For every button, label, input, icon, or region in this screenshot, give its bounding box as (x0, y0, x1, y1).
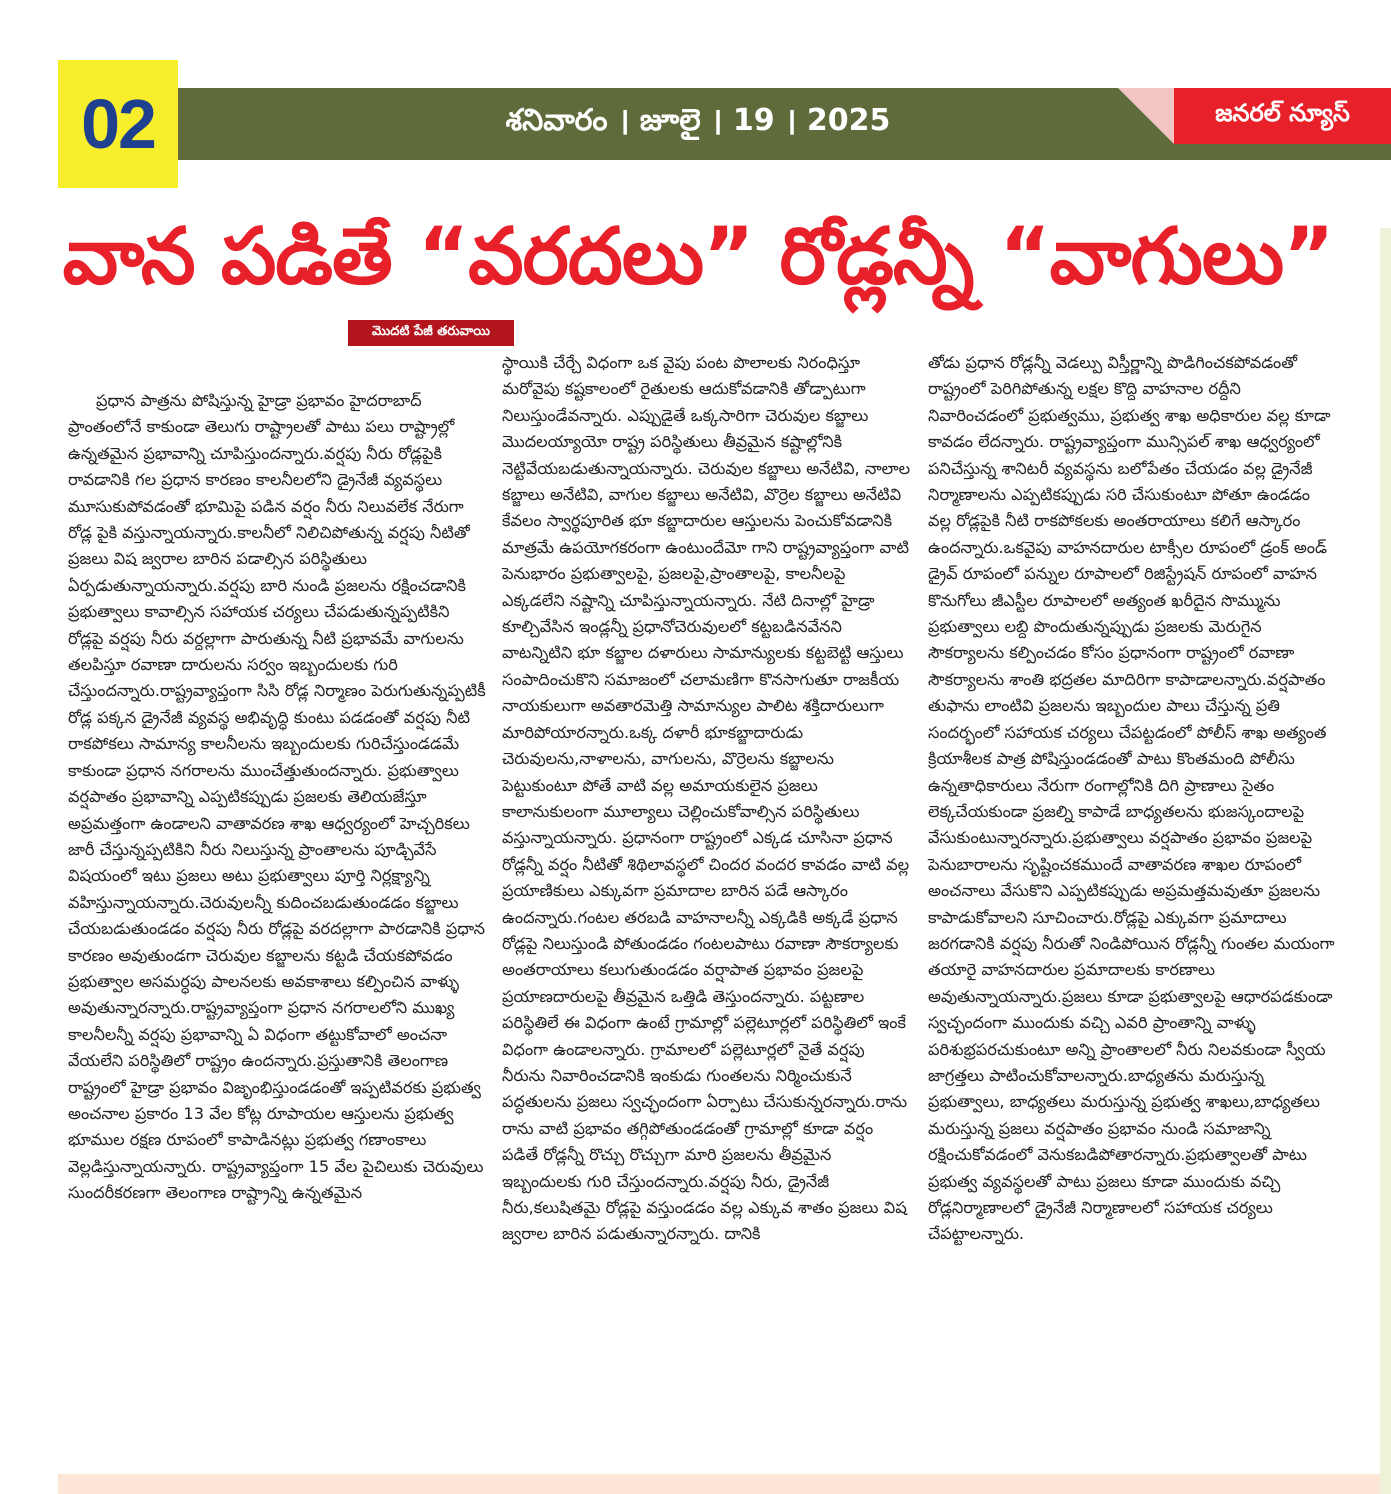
article-column-1 (68, 388, 488, 1207)
page-number-badge (58, 60, 178, 188)
date-line: శనివారం । జూలై । 19 । 2025 (505, 103, 891, 138)
article-column-2 (502, 350, 912, 1248)
page-number: 02 (81, 85, 155, 163)
section-label: జనరల్ న్యూస్ (1215, 99, 1350, 127)
section-tag (1174, 88, 1391, 144)
continued-label: మొదటి పేజీ తరువాయి (348, 320, 514, 346)
right-margin-rule (1380, 228, 1391, 1494)
column-3-text: తోడు ప్రధాన రోడ్లన్నీ వెడల్పు విస్తీర్ణాన్ని పొడిగించకపోవడంతో రాష్ట్రంలో పెరిగిపోతున్న లక్షల కొద్ది వాహనాల రద్దీని నివారించడంలో ప్రభుత్వము, ప్రభుత్వ శాఖ అధికారుల వల్ల కూడా కావడం లేదన్నారు. రాష్ట్రవ్యాప్తంగా మున్సిపల్ శాఖ ఆధ్వర్యంలో పనిచేస్తున్న శానిటరీ వ్యవస్థను బలోపేతం చేయడం వల్ల డ్రైనేజీ నిర్మాణాలను ఎప్పటికప్పుడు సరి చేసుకుంటూ పోతూ ఉండడం వల్ల రోడ్లపైకి నీటి రాకపోకలకు అంతరాయాలు కలిగే ఆస్కారం ఉందన్నారు.ఒకవైపు వాహనదారుల టాక్సీల రూపంలో డ్రంక్ అండ్ డ్రైవ్ రూపంలో పన్నుల రూపాలలో రిజిస్ట్రేషన్ రూపంలో వాహన కొనుగోలు జీఎస్టీల రూపాలలో అత్యంత ఖరీదైన సొమ్మును ప్రభుత్వాలు లబ్ది పొందుతున్నప్పుడు ప్రజలకు మెరుగైన సౌకర్యాలను కల్పించడం కోసం ప్రధానంగా రాష్ట్రంలో రవాణా సౌకర్యాలను శాంతి భద్రతల మాదిరిగా కాపాడాలన్నారు.వర్షపాతం తుఫాను లాంటివి ప్రజలను ఇబ్బందుల పాలు చేస్తున్న ప్రతి సందర్భంలో సహాయక చర్యలు చేపట్టడంలో పోలీస్ శాఖ అత్యంత క్రియాశీలక పాత్ర పోషిస్తుండడంతో పాటు కొంతమంది పోలీసు ఉన్నతాధికారులు నేరుగా రంగాల్లోనికి దిగి ప్రాణాలు సైతం లెక్కచేయకుండా ప్రజల్ని కాపాడే బాధ్యతలను భుజస్కందాలపై వేసుకుంటున్నారన్నారు.ప్రభుత్వాలు వర్షపాతం ప్రభావం ప్రజలపై పెనుబారాలను సృష్టించకముందే వాతావరణ శాఖల రూపంలో అంచనాలు వేసుకొని ఎప్పటికప్పుడు అప్రమత్తమవుతూ ప్రజలను కాపాడుకోవాలని సూచించారు.రోడ్లపై ఎక్కువగా ప్రమాదాలు జరగడానికి వర్షపు నీరుతో నిండిపోయిన రోడ్లన్నీ గుంతల మయంగా తయారై వాహనదారుల ప్రమాదాలకు కారణాలు అవుతున్నాయన్నారు.ప్రజలు కూడా ప్రభుత్వాలపై ఆధారపడకుండా స్వచ్ఛందంగా ముందుకు వచ్చి ఎవరి ప్రాంతాన్ని వాళ్ళు పరిశుభ్రపరచుకుంటూ అన్ని ప్రాంతాలలో నీరు నిలవకుండా స్వీయ జాగ్రత్తలు పాటించుకోవాలన్నారు.బాధ్యతను మరుస్తున్న ప్రభుత్వాలు, బాధ్యతలు మరుస్తున్న ప్రభుత్వ శాఖలు,బాధ్యతలు మరుస్తున్న ప్రజలు వర్షపాతం ప్రభావం నుండి సమాజాన్ని రక్షించుకోవడంలో వెనుకబడిపోతారన్నారు.ప్రభుత్వాలతో పాటు ప్రభుత్వ వ్యవస్థలతో పాటు ప్రజలు కూడా ముందుకు వచ్చి రోడ్లనిర్మాణాలలో డ్రైనేజీ నిర్మాణాలలో సహాయక చర్యలు చేపట్టాలన్నారు. (928, 353, 1335, 1244)
headline: వాన పడితే “వరదలు” రోడ్లన్నీ “వాగులు” (62, 212, 1334, 302)
bottom-band (58, 1474, 1380, 1494)
article-column-3 (928, 350, 1338, 1248)
column-1-text: ప్రధాన పాత్రను పోషిస్తున్న హైడ్రా ప్రభావం హైదరాబాద్ ప్రాంతంలోనే కాకుండా తెలుగు రాష్ట్రాలతో పాటు పలు రాష్ట్రాల్లో ఉన్నతమైన ప్రభావాన్ని చూపిస్తుందన్నారు.వర్షపు నీరు రోడ్లపైకి రావడానికి గల ప్రధాన కారణం కాలనీలలోని డ్రైనేజీ వ్యవస్థలు మూసుకుపోవడంతో భూమిపై పడిన వర్షం నీరు నిలువలేక నేరుగా రోడ్ల పైకి వస్తున్నాయన్నారు.కాలనీలో నిలిచిపోతున్న వర్షపు నీటితో ప్రజలు విష జ్వరాల బారిన పడాల్సిన పరిస్థితులు ఏర్పడుతున్నాయన్నారు.వర్షపు బారి నుండి ప్రజలను రక్షించడానికి ప్రభుత్వాలు కావాల్సిన సహాయక చర్యలు చేపడుతున్నప్పటికిని రోడ్లపై వర్షపు నీరు వర్దల్లాగా పారుతున్న నీటి ప్రభావమే వాగులను తలపిస్తూ రవాణా దారులను సర్వం ఇబ్బందులకు గురి చేస్తుందన్నారు.రాష్ట్రవ్యాప్తంగా సిసి రోడ్ల నిర్మాణం పెరుగుతున్నప్పటికీ రోడ్ల పక్కన డ్రైనేజీ వ్యవస్థ అభివృద్ధి కుంటు పడడంతో వర్షపు నీటి రాకపోకలు సామాన్య కాలనీలను ఇబ్బందులకు గురిచేస్తుండడమే కాకుండా ప్రధాన నగరాలను ముంచేత్తుతుందన్నారు. ప్రభుత్వాలు వర్షపాతం ప్రభావాన్ని ఎప్పటికప్పుడు ప్రజలకు తెలియజేస్తూ అప్రమత్తంగా ఉండాలని వాతావరణ శాఖ ఆధ్వర్యంలో హెచ్చరికలు జారీ చేస్తున్నప్పటికిని నీరు నిలుస్తున్న ప్రాంతాలను పూడ్చివేసే విషయంలో ఇటు ప్రజలు అటు ప్రభుత్వాలు పూర్తి నిర్లక్ష్యాన్ని వహిస్తున్నాయన్నారు.చెరువులన్నీ కుదించబడుతుండడం కబ్జాలు చేయబడుతుండడం వర్షపు నీరు రోడ్లపై వరదల్లాగా పారడానికి ప్రధాన కారణం అవుతుండగా చెరువుల కబ్జాలను కట్టడి చేయకపోవడం ప్రభుత్వాల అసమర్ధపు పాలనలకు అవకాశాలు కల్పించిన వాళ్ళు అవుతున్నారన్నారు.రాష్ట్రవ్యాప్తంగా ప్రధాన నగరాలలోని ముఖ్య కాలనీలన్నీ వర్షపు ప్రభావాన్ని ఏ విధంగా తట్టుకోవాలో అంచనా వేయలేని పరిస్థితిలో రాష్ట్రం ఉందన్నారు.ప్రస్తుతానికి తెలంగాణ రాష్ట్రంలో హైడ్రా ప్రభావం విజృంభిస్తుండడంతో ఇప్పటివరకు ప్రభుత్వ అంచనాల ప్రకారం 13 వేల కోట్ల రూపాయల ఆస్తులను ప్రభుత్వ భూముల రక్షణ రూపంలో కాపాడినట్లు ప్రభుత్వ గణాంకాలు వెల్లడిస్తున్నాయన్నారు. రాష్ట్రవ్యాప్తంగా 15 వేల పైచిలుకు చెరువులు సుందరీకరణగా తెలంగాణ రాష్ట్రాన్ని ఉన్నతమైన (68, 391, 486, 1203)
section-tag-foot (1174, 144, 1391, 160)
date-band (178, 88, 1178, 160)
column-2-text: స్థాయికి చేర్చే విధంగా ఒక వైపు పంట పొలాలకు నిరంధిస్తూ మరోవైపు కష్టకాలంలో రైతులకు ఆదుకోవడానికి తోడ్పాటుగా నిలుస్తుండేవన్నారు. ఎప్పుడైతే ఒక్కసారిగా చెరువుల కబ్జాలు మొదలయ్యాయో రాష్ట్ర పరిస్థితులు తీవ్రమైన కష్టాల్లోనికి నెట్టివేయబడుతున్నాయన్నారు. చెరువుల కబ్జాలు అనేటివి, నాలాల కబ్జాలు అనేటివి, వాగుల కబ్జాలు అనేటివి, వొర్రెల కబ్జాలు అనేటివి కేవలం స్వార్థపూరిత భూ కబ్జాదారుల ఆస్తులను పెంచుకోవడానికి మాత్రమే ఉపయోగకరంగా ఉంటుందేమో గాని రాష్ట్రవ్యాప్తంగా వాటి పెనుభారం ప్రభుత్వాలపై, ప్రజలపై,ప్రాంతాలపై, కాలనీలపై ఎక్కడలేని నష్టాన్ని చూపిస్తున్నాయన్నారు. నేటి దినాల్లో హైడ్రా కూల్చివేసిన ఇండ్లన్నీ ప్రధానోచెరువులలో కట్టబడినవేనని వాటన్నిటిని భూ కబ్జాల దళారులు సామాన్యులకు కట్టబెట్టి ఆస్తులు సంపాదించుకొని సమాజంలో చలామణిగా కొనసాగుతూ రాజకీయ నాయకులుగా అవతారమెత్తి సామాన్యుల పాలిట శక్తిదారులుగా మారిపోయారన్నారు.ఒక్క దళారీ భూకబ్జాదారుడు చెరువులను,నాళాలను, వాగులను, వొర్రెలను కబ్జాలను పెట్టుకుంటూ పోతే వాటి వల్ల అమాయకులైన ప్రజలు కాలానుకులంగా మూల్యాలు చెల్లించుకోవాల్సిన పరిస్థితులు వస్తున్నాయన్నారు. ప్రధానంగా రాష్ట్రంలో ఎక్కడ చూసినా ప్రధాన రోడ్లన్నీ వర్షం నీటితో శిథిలావస్థలో చిందర వందర కావడం వాటి వల్ల ప్రయాణికులు ఎక్కువగా ప్రమాదాల బారిన పడే ఆస్కారం ఉందన్నారు.గంటల తరబడి వాహనాలన్నీ ఎక్కడికి అక్కడే ప్రధాన రోడ్లపై నిలుస్తుండి పోతుండడం గంటలపాటు రవాణా సౌకర్యాలకు అంతరాయాలు కలుగుతుండడం వర్షాపాత ప్రభావం ప్రజలపై ప్రయాణదారులపై తీవ్రమైన ఒత్తిడి తెస్తుందన్నారు. పట్టణాల పరిస్థితిలే ఈ విధంగా ఉంటే గ్రామాల్లో పల్లెటూర్లలో పరిస్థితిలో ఇంకే విధంగా ఉండాలన్నారు. గ్రామాలలో పల్లెటూర్లలో నైతే వర్షపు నీరును నివారించడానికి ఇంకుడు గుంతలను నిర్మించుకునే పద్ధతులను ప్రజలు స్వచ్ఛందంగా ఏర్పాటు చేసుకున్నరన్నారు.రాను రాను వాటి ప్రభావం తగ్గిపోతుండడంతో గ్రామాల్లో కూడా వర్షం పడితే రోడ్లన్నీ రొచ్చు రొచ్చుగా మారి ప్రజలను తీవ్రమైన ఇబ్బందులకు గురి చేస్తుందన్నారు.వర్షపు నీరు, డ్రైనేజీ నీరు,కలుషితమై రోడ్లపై వస్తుండడం వల్ల ఎక్కువ శాతం ప్రజలు విష జ్వరాల బారిన పడుతున్నారన్నారు. దానికి (502, 353, 911, 1244)
